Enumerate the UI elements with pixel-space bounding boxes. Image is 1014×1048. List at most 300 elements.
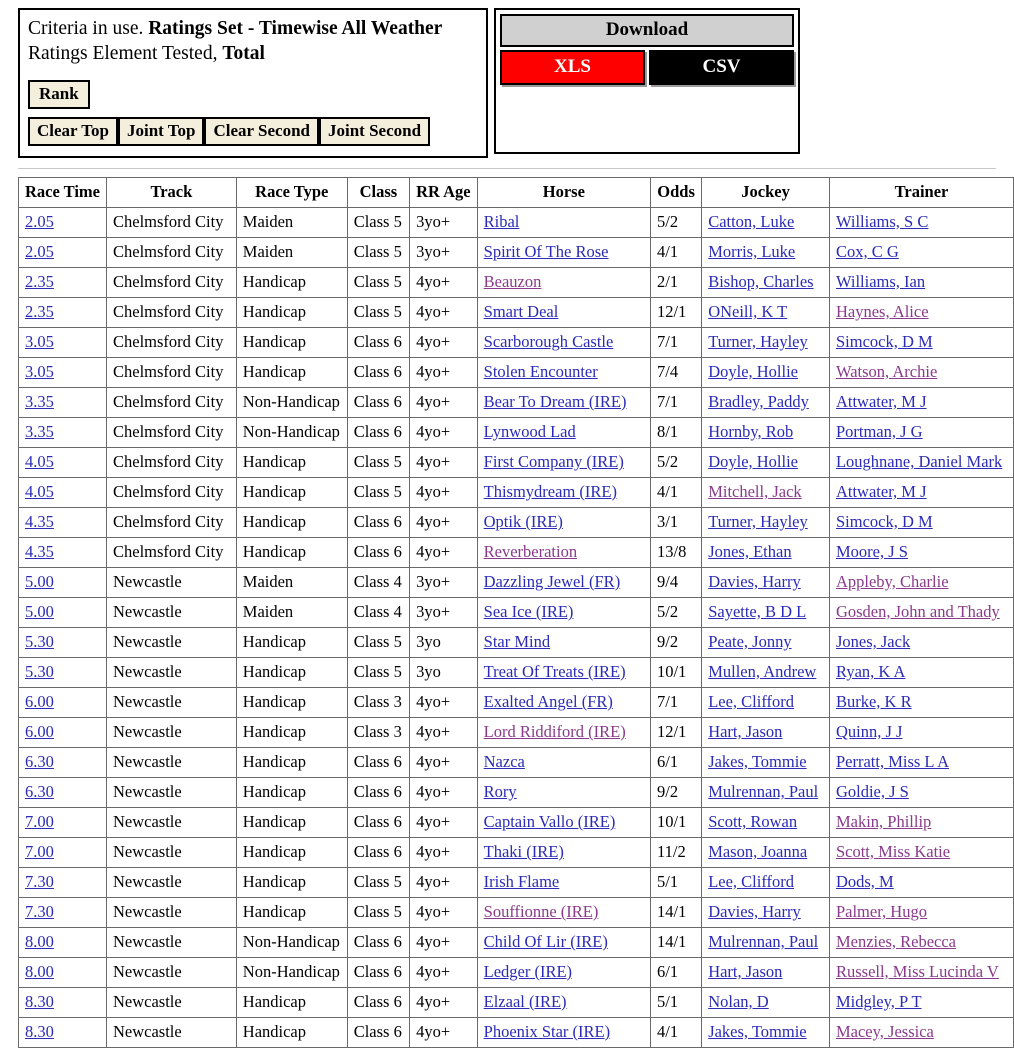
cell-jockey-link[interactable]: Bradley, Paddy: [708, 392, 809, 411]
cell-trainer-link[interactable]: Portman, J G: [835, 422, 923, 441]
cell-horse-link[interactable]: Stolen Encounter: [483, 362, 598, 381]
cell-race-time[interactable]: [19, 418, 107, 448]
cell-race-time-link[interactable]: 4.35: [25, 512, 54, 531]
cell-trainer[interactable]: [829, 688, 1013, 718]
cell-race-type: [236, 598, 347, 628]
cell-horse-link[interactable]: Thismydream (IRE): [483, 482, 617, 501]
cell-odds: [650, 808, 701, 838]
cell-track-text: Newcastle: [113, 752, 182, 771]
cell-race-time-link[interactable]: 3.35: [25, 422, 54, 441]
cell-race-time[interactable]: [19, 538, 107, 568]
cell-jockey[interactable]: [702, 778, 830, 808]
cell-jockey[interactable]: [702, 1018, 830, 1048]
table-row: [19, 388, 1014, 418]
cell-trainer[interactable]: [829, 508, 1013, 538]
cell-race-time-link[interactable]: 3.35: [25, 392, 54, 411]
cell-horse-link[interactable]: Phoenix Star (IRE): [483, 1022, 611, 1041]
rank-button[interactable]: Rank: [28, 80, 90, 109]
cell-track: [107, 328, 237, 358]
cell-horse-link[interactable]: Thaki (IRE): [483, 842, 564, 861]
cell-trainer-link[interactable]: Dods, M: [835, 872, 894, 891]
cell-odds: [650, 688, 701, 718]
cell-jockey-link[interactable]: Mitchell, Jack: [708, 482, 802, 501]
cell-race-type: [236, 208, 347, 238]
cell-race-time-link[interactable]: 8.30: [25, 1022, 54, 1041]
cell-jockey-link[interactable]: Lee, Clifford: [708, 692, 795, 711]
cell-horse-link[interactable]: Ledger (IRE): [483, 962, 573, 981]
cell-jockey[interactable]: [702, 808, 830, 838]
cell-race-time[interactable]: [19, 808, 107, 838]
cell-horse-link[interactable]: Captain Vallo (IRE): [483, 812, 616, 831]
cell-odds: [650, 388, 701, 418]
cell-horse-link[interactable]: Irish Flame: [483, 872, 560, 891]
cell-jockey[interactable]: [702, 628, 830, 658]
cell-race-time[interactable]: [19, 268, 107, 298]
cell-jockey-link[interactable]: Jones, Ethan: [708, 542, 792, 561]
cell-trainer-link[interactable]: Simcock, D M: [835, 332, 933, 351]
cell-race-time[interactable]: [19, 358, 107, 388]
cell-track-text: Newcastle: [113, 692, 182, 711]
cell-rr-age-text: 3yo+: [416, 242, 451, 261]
cell-jockey-link[interactable]: Doyle, Hollie: [708, 452, 799, 471]
cell-odds-text: 7/4: [656, 362, 679, 381]
cell-jockey[interactable]: [702, 928, 830, 958]
cell-horse[interactable]: [477, 328, 650, 358]
cell-class-text: Class 5: [353, 272, 402, 291]
cell-trainer-link[interactable]: Watson, Archie: [835, 362, 938, 381]
cell-trainer-link[interactable]: Palmer, Hugo: [835, 902, 927, 921]
cell-trainer-link[interactable]: Scott, Miss Katie: [835, 842, 951, 861]
table-row: [19, 418, 1014, 448]
cell-rr-age: [410, 298, 478, 328]
cell-race-type: [236, 388, 347, 418]
cell-trainer[interactable]: [829, 268, 1013, 298]
cell-class-text: Class 6: [353, 812, 402, 831]
cell-horse-link[interactable]: Dazzling Jewel (FR): [483, 572, 621, 591]
cell-trainer-link[interactable]: Attwater, M J: [835, 392, 927, 411]
cell-track: [107, 868, 237, 898]
cell-race-time[interactable]: [19, 628, 107, 658]
cell-trainer-link[interactable]: Williams, Ian: [835, 272, 926, 291]
cell-rr-age: [410, 808, 478, 838]
cell-race-time[interactable]: [19, 898, 107, 928]
cell-odds: [650, 628, 701, 658]
cell-horse[interactable]: [477, 298, 650, 328]
cell-race-type-text: Handicap: [242, 632, 307, 651]
cell-race-time-link[interactable]: 6.30: [25, 752, 54, 771]
cell-trainer[interactable]: [829, 928, 1013, 958]
cell-odds: [650, 298, 701, 328]
cell-odds: [650, 718, 701, 748]
cell-class: [347, 268, 409, 298]
cell-race-time[interactable]: [19, 688, 107, 718]
cell-race-time[interactable]: [19, 598, 107, 628]
cell-race-time[interactable]: [19, 778, 107, 808]
cell-race-time[interactable]: [19, 838, 107, 868]
cell-odds: [650, 1018, 701, 1048]
cell-odds-text: 6/1: [656, 962, 679, 981]
cell-trainer-link[interactable]: Makin, Phillip: [835, 812, 932, 831]
cell-trainer[interactable]: [829, 898, 1013, 928]
cell-jockey[interactable]: [702, 538, 830, 568]
cell-horse-link[interactable]: Bear To Dream (IRE): [483, 392, 627, 411]
cell-trainer[interactable]: [829, 838, 1013, 868]
cell-horse[interactable]: [477, 268, 650, 298]
cell-horse-link[interactable]: First Company (IRE): [483, 452, 624, 471]
cell-horse[interactable]: [477, 658, 650, 688]
cell-rr-age-text: 4yo+: [416, 392, 451, 411]
cell-jockey[interactable]: [702, 598, 830, 628]
cell-horse[interactable]: [477, 508, 650, 538]
download-xls-button[interactable]: XLS: [500, 50, 645, 85]
cell-trainer[interactable]: [829, 388, 1013, 418]
cell-race-time[interactable]: [19, 478, 107, 508]
cell-race-time-link[interactable]: 4.05: [25, 452, 54, 471]
cell-odds: [650, 238, 701, 268]
cell-trainer-link[interactable]: Goldie, J S: [835, 782, 909, 801]
cell-race-time-link[interactable]: 3.05: [25, 332, 54, 351]
cell-track-text: Newcastle: [113, 1022, 182, 1041]
cell-jockey[interactable]: [702, 478, 830, 508]
cell-odds-text: 4/1: [656, 482, 679, 501]
cell-track-text: Newcastle: [113, 662, 182, 681]
cell-horse[interactable]: [477, 538, 650, 568]
cell-trainer-link[interactable]: Cox, C G: [835, 242, 899, 261]
cell-race-type-text: Handicap: [242, 692, 307, 711]
cell-trainer[interactable]: [829, 208, 1013, 238]
cell-trainer-link[interactable]: Williams, S C: [835, 212, 929, 231]
cell-race-type: [236, 928, 347, 958]
cell-trainer-link[interactable]: Gosden, John and Thady: [835, 602, 1000, 621]
download-csv-button[interactable]: CSV: [649, 50, 794, 85]
cell-odds-text: 4/1: [656, 242, 679, 261]
cell-jockey-link[interactable]: Turner, Hayley: [708, 512, 808, 531]
clear-top-button[interactable]: Clear Top: [28, 117, 118, 146]
cell-trainer[interactable]: [829, 448, 1013, 478]
cell-class-text: Class 6: [353, 752, 402, 771]
cell-jockey[interactable]: [702, 868, 830, 898]
cell-jockey-link[interactable]: Jakes, Tommie: [708, 1022, 807, 1041]
cell-race-time-link[interactable]: 3.05: [25, 362, 54, 381]
cell-trainer[interactable]: [829, 238, 1013, 268]
cell-track: [107, 748, 237, 778]
cell-rr-age: [410, 598, 478, 628]
cell-jockey[interactable]: [702, 208, 830, 238]
cell-jockey-link[interactable]: Hart, Jason: [708, 962, 783, 981]
cell-jockey[interactable]: [702, 688, 830, 718]
cell-track: [107, 538, 237, 568]
cell-horse-link[interactable]: Rory: [483, 782, 517, 801]
cell-race-time[interactable]: [19, 508, 107, 538]
cell-horse-link[interactable]: Nazca: [483, 752, 525, 771]
cell-horse-link[interactable]: Spirit Of The Rose: [483, 242, 609, 261]
cell-rr-age-text: 4yo+: [416, 992, 451, 1011]
cell-horse-link[interactable]: Star Mind: [483, 632, 551, 651]
cell-race-time-link[interactable]: 5.30: [25, 662, 54, 681]
cell-jockey[interactable]: [702, 448, 830, 478]
cell-jockey-link[interactable]: Jakes, Tommie: [708, 752, 807, 771]
cell-horse[interactable]: [477, 928, 650, 958]
cell-race-type-text: Handicap: [242, 1022, 307, 1041]
cell-horse-link[interactable]: Scarborough Castle: [483, 332, 614, 351]
cell-jockey-link[interactable]: Morris, Luke: [708, 242, 796, 261]
cell-jockey-link[interactable]: Mulrennan, Paul: [708, 932, 819, 951]
cell-race-time-link[interactable]: 7.30: [25, 902, 54, 921]
cell-jockey[interactable]: [702, 838, 830, 868]
table-row: [19, 988, 1014, 1018]
cell-trainer[interactable]: [829, 718, 1013, 748]
cell-horse[interactable]: [477, 388, 650, 418]
cell-horse-link[interactable]: Exalted Angel (FR): [483, 692, 613, 711]
cell-horse[interactable]: [477, 358, 650, 388]
cell-horse[interactable]: [477, 988, 650, 1018]
cell-trainer-link[interactable]: Menzies, Rebecca: [835, 932, 956, 951]
cell-race-time[interactable]: [19, 568, 107, 598]
cell-trainer[interactable]: [829, 748, 1013, 778]
cell-track-text: Chelmsford City: [113, 362, 224, 381]
cell-horse[interactable]: [477, 598, 650, 628]
cell-horse[interactable]: [477, 868, 650, 898]
cell-trainer-link[interactable]: Ryan, K A: [835, 662, 906, 681]
cell-horse-link[interactable]: Reverberation: [483, 542, 578, 561]
cell-jockey-link[interactable]: Mulrennan, Paul: [708, 782, 819, 801]
cell-race-time[interactable]: [19, 328, 107, 358]
cell-trainer-link[interactable]: Moore, J S: [835, 542, 908, 561]
cell-race-time-link[interactable]: 2.35: [25, 302, 54, 321]
cell-jockey-link[interactable]: Davies, Harry: [708, 902, 801, 921]
cell-race-time-link[interactable]: 8.00: [25, 932, 54, 951]
cell-race-time[interactable]: [19, 928, 107, 958]
cell-trainer-link[interactable]: Jones, Jack: [835, 632, 911, 651]
cell-race-type-text: Handicap: [242, 722, 307, 741]
cell-jockey-link[interactable]: Davies, Harry: [708, 572, 801, 591]
cell-race-time-link[interactable]: 8.00: [25, 962, 54, 981]
cell-horse-link[interactable]: Ribal: [483, 212, 520, 231]
cell-jockey[interactable]: [702, 568, 830, 598]
cell-track: [107, 1018, 237, 1048]
cell-race-time-link[interactable]: 2.05: [25, 242, 54, 261]
cell-jockey-link[interactable]: Nolan, D: [708, 992, 769, 1011]
cell-trainer-link[interactable]: Perratt, Miss L A: [835, 752, 950, 771]
cell-rr-age-text: 4yo+: [416, 1022, 451, 1041]
cell-race-time[interactable]: [19, 298, 107, 328]
cell-jockey-link[interactable]: Hornby, Rob: [708, 422, 794, 441]
cell-race-time-link[interactable]: 7.30: [25, 872, 54, 891]
cell-jockey[interactable]: [702, 418, 830, 448]
cell-horse-link[interactable]: Lynwood Lad: [483, 422, 576, 441]
cell-jockey[interactable]: [702, 958, 830, 988]
cell-race-time[interactable]: [19, 238, 107, 268]
cell-race-time-link[interactable]: 8.30: [25, 992, 54, 1011]
cell-horse[interactable]: [477, 448, 650, 478]
cell-trainer-link[interactable]: Macey, Jessica: [835, 1022, 934, 1041]
cell-race-time-link[interactable]: 5.30: [25, 632, 54, 651]
cell-horse[interactable]: [477, 898, 650, 928]
cell-jockey[interactable]: [702, 898, 830, 928]
cell-jockey[interactable]: [702, 298, 830, 328]
cell-race-type-text: Handicap: [242, 992, 307, 1011]
cell-race-time-link[interactable]: 4.35: [25, 542, 54, 561]
cell-race-time-link[interactable]: 7.00: [25, 842, 54, 861]
cell-horse-link[interactable]: Child Of Lir (IRE): [483, 932, 608, 951]
cell-jockey[interactable]: [702, 718, 830, 748]
cell-race-time[interactable]: [19, 958, 107, 988]
download-buttons: [500, 50, 794, 85]
cell-rr-age: [410, 328, 478, 358]
cell-rr-age: [410, 448, 478, 478]
cell-jockey-link[interactable]: Turner, Hayley: [708, 332, 808, 351]
cell-rr-age-text: 4yo+: [416, 872, 451, 891]
joint-second-button[interactable]: Joint Second: [319, 117, 430, 146]
cell-race-time-link[interactable]: 6.30: [25, 782, 54, 801]
cell-race-time-link[interactable]: 6.00: [25, 722, 54, 741]
cell-trainer[interactable]: [829, 598, 1013, 628]
cell-horse-link[interactable]: Elzaal (IRE): [483, 992, 567, 1011]
cell-jockey-link[interactable]: ONeill, K T: [708, 302, 788, 321]
cell-jockey[interactable]: [702, 658, 830, 688]
cell-trainer[interactable]: [829, 778, 1013, 808]
cell-race-time[interactable]: [19, 1018, 107, 1048]
cell-jockey-link[interactable]: Lee, Clifford: [708, 872, 795, 891]
cell-race-time[interactable]: [19, 868, 107, 898]
cell-jockey[interactable]: [702, 388, 830, 418]
cell-horse[interactable]: [477, 238, 650, 268]
download-box: [494, 8, 800, 154]
cell-race-type-text: Handicap: [242, 842, 307, 861]
cell-jockey-link[interactable]: Bishop, Charles: [708, 272, 814, 291]
cell-race-time[interactable]: [19, 448, 107, 478]
cell-jockey[interactable]: [702, 238, 830, 268]
cell-trainer[interactable]: [829, 868, 1013, 898]
cell-trainer[interactable]: [829, 1018, 1013, 1048]
cell-race-time[interactable]: [19, 208, 107, 238]
cell-jockey-link[interactable]: Hart, Jason: [708, 722, 783, 741]
cell-horse[interactable]: [477, 1018, 650, 1048]
cell-horse[interactable]: [477, 958, 650, 988]
cell-jockey[interactable]: [702, 748, 830, 778]
cell-trainer[interactable]: [829, 628, 1013, 658]
cell-horse[interactable]: [477, 838, 650, 868]
cell-trainer-link[interactable]: Simcock, D M: [835, 512, 933, 531]
cell-trainer[interactable]: [829, 568, 1013, 598]
cell-race-time[interactable]: [19, 658, 107, 688]
cell-horse-link[interactable]: Smart Deal: [483, 302, 559, 321]
cell-horse[interactable]: [477, 748, 650, 778]
cell-trainer[interactable]: [829, 808, 1013, 838]
table-row: [19, 238, 1014, 268]
cell-rr-age: [410, 358, 478, 388]
cell-trainer[interactable]: [829, 418, 1013, 448]
clear-second-button[interactable]: Clear Second: [204, 117, 319, 146]
cell-rr-age: [410, 478, 478, 508]
cell-jockey[interactable]: [702, 988, 830, 1018]
cell-track-text: Chelmsford City: [113, 332, 224, 351]
table-row: [19, 568, 1014, 598]
cell-odds: [650, 568, 701, 598]
cell-trainer-link[interactable]: Haynes, Alice: [835, 302, 929, 321]
cell-race-type: [236, 838, 347, 868]
cell-jockey-link[interactable]: Mason, Joanna: [708, 842, 808, 861]
cell-race-time-link[interactable]: 5.00: [25, 572, 54, 591]
cell-race-time[interactable]: [19, 748, 107, 778]
cell-horse[interactable]: [477, 688, 650, 718]
cell-trainer[interactable]: [829, 988, 1013, 1018]
cell-jockey[interactable]: [702, 508, 830, 538]
cell-horse[interactable]: [477, 478, 650, 508]
cell-odds: [650, 658, 701, 688]
joint-top-button[interactable]: Joint Top: [118, 117, 205, 146]
cell-race-time[interactable]: [19, 988, 107, 1018]
cell-trainer-link[interactable]: Attwater, M J: [835, 482, 927, 501]
cell-class-text: Class 4: [353, 572, 402, 591]
cell-rr-age: [410, 898, 478, 928]
cell-jockey-link[interactable]: Doyle, Hollie: [708, 362, 799, 381]
cell-track: [107, 418, 237, 448]
cell-horse-link[interactable]: Beauzon: [483, 272, 542, 291]
cell-horse[interactable]: [477, 568, 650, 598]
cell-race-time-link[interactable]: 2.05: [25, 212, 54, 231]
cell-trainer-link[interactable]: Russell, Miss Lucinda V: [835, 962, 999, 981]
cell-trainer[interactable]: [829, 538, 1013, 568]
cell-race-time-link[interactable]: 7.00: [25, 812, 54, 831]
cell-trainer[interactable]: [829, 328, 1013, 358]
cell-horse-link[interactable]: Treat Of Treats (IRE): [483, 662, 626, 681]
cell-horse-link[interactable]: Optik (IRE): [483, 512, 563, 531]
cell-horse-link[interactable]: Lord Riddiford (IRE): [483, 722, 626, 741]
cell-trainer[interactable]: [829, 478, 1013, 508]
cell-horse[interactable]: [477, 778, 650, 808]
cell-race-time[interactable]: [19, 718, 107, 748]
cell-trainer-link[interactable]: Midgley, P T: [835, 992, 922, 1011]
header-track: Track: [107, 178, 237, 208]
table-row: [19, 688, 1014, 718]
cell-jockey-link[interactable]: Sayette, B D L: [708, 602, 807, 621]
cell-horse[interactable]: [477, 418, 650, 448]
cell-jockey-link[interactable]: Mullen, Andrew: [708, 662, 817, 681]
cell-jockey-link[interactable]: Peate, Jonny: [708, 632, 792, 651]
cell-race-time-link[interactable]: 2.35: [25, 272, 54, 291]
cell-jockey-link[interactable]: Catton, Luke: [708, 212, 795, 231]
cell-trainer[interactable]: [829, 358, 1013, 388]
cell-race-time-link[interactable]: 6.00: [25, 692, 54, 711]
cell-trainer-link[interactable]: Loughnane, Daniel Mark: [835, 452, 1003, 471]
cell-trainer[interactable]: [829, 658, 1013, 688]
cell-horse[interactable]: [477, 208, 650, 238]
cell-race-type: [236, 238, 347, 268]
cell-track: [107, 658, 237, 688]
races-table: [18, 177, 1014, 1048]
cell-trainer-link[interactable]: Burke, K R: [835, 692, 912, 711]
cell-horse-link[interactable]: Souffionne (IRE): [483, 902, 599, 921]
cell-jockey[interactable]: [702, 328, 830, 358]
cell-trainer-link[interactable]: Quinn, J J: [835, 722, 903, 741]
cell-race-time-link[interactable]: 5.00: [25, 602, 54, 621]
cell-race-time[interactable]: [19, 388, 107, 418]
cell-horse-link[interactable]: Sea Ice (IRE): [483, 602, 574, 621]
cell-jockey-link[interactable]: Scott, Rowan: [708, 812, 798, 831]
cell-horse[interactable]: [477, 808, 650, 838]
header-horse: Horse: [477, 178, 650, 208]
cell-jockey[interactable]: [702, 268, 830, 298]
cell-jockey[interactable]: [702, 358, 830, 388]
cell-horse[interactable]: [477, 718, 650, 748]
cell-horse[interactable]: [477, 628, 650, 658]
cell-trainer-link[interactable]: Appleby, Charlie: [835, 572, 949, 591]
cell-trainer[interactable]: [829, 958, 1013, 988]
cell-odds-text: 7/1: [656, 692, 679, 711]
cell-race-time-link[interactable]: 4.05: [25, 482, 54, 501]
cell-trainer[interactable]: [829, 298, 1013, 328]
